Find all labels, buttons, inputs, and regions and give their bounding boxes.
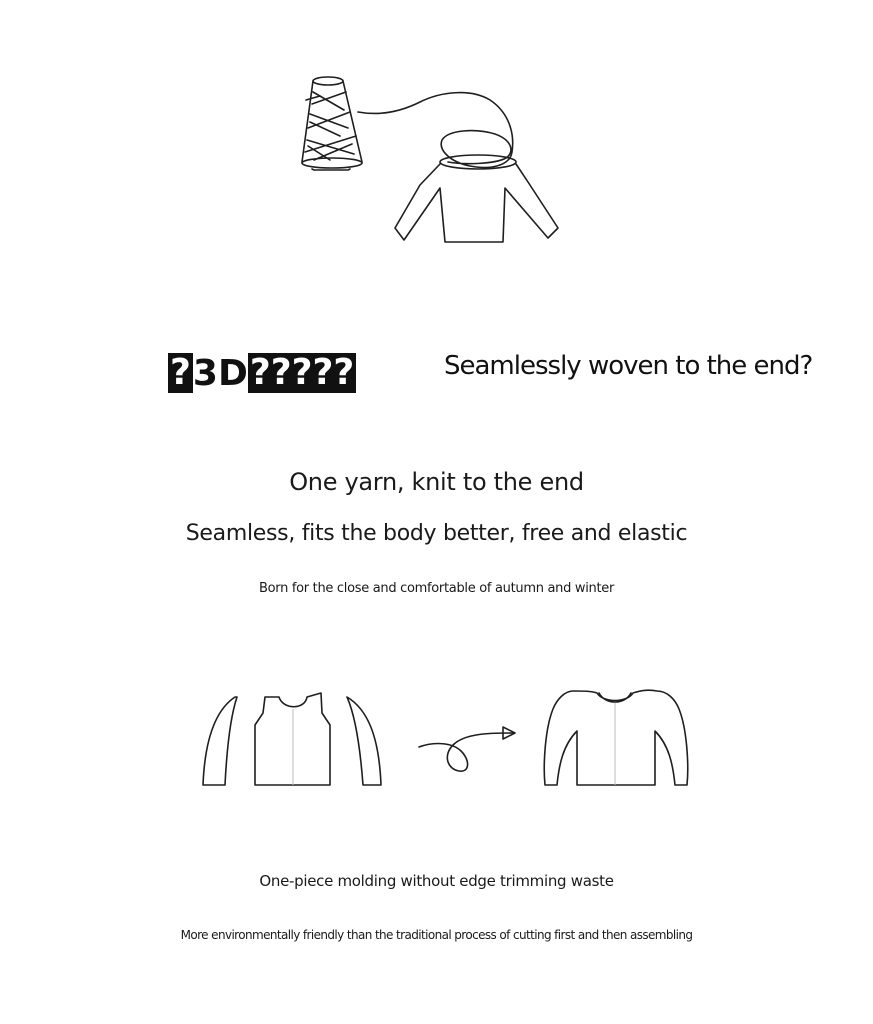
yarn-spool-icon [302,77,362,170]
section2-line1: One-piece molding without edge trimming waste [259,872,614,890]
left-title [168,350,356,396]
yarn-thread-icon [358,93,513,168]
title-glyph-box: ????? [249,352,355,393]
section1-line3: Born for the close and comfortable of autumn and winter [259,581,614,596]
section1-line2: Seamless, fits the body better, free and elastic [185,521,688,546]
sweater-icon [395,155,558,242]
right-title: Seamlessly woven to the end? [444,351,813,381]
middle-illustration [195,685,695,795]
section2-line2: More environmentally friendly than the traditional process of cutting first and then assembling [180,928,693,942]
sweater-pieces-icon [203,693,381,785]
title-glyph-box: ? [170,352,191,393]
top-illustration [290,70,580,255]
curved-arrow-icon [419,727,515,771]
title-3d-text: 3D [192,352,248,394]
section1-line1: One yarn, knit to the end [289,468,584,496]
finished-sweater-icon [544,690,687,785]
